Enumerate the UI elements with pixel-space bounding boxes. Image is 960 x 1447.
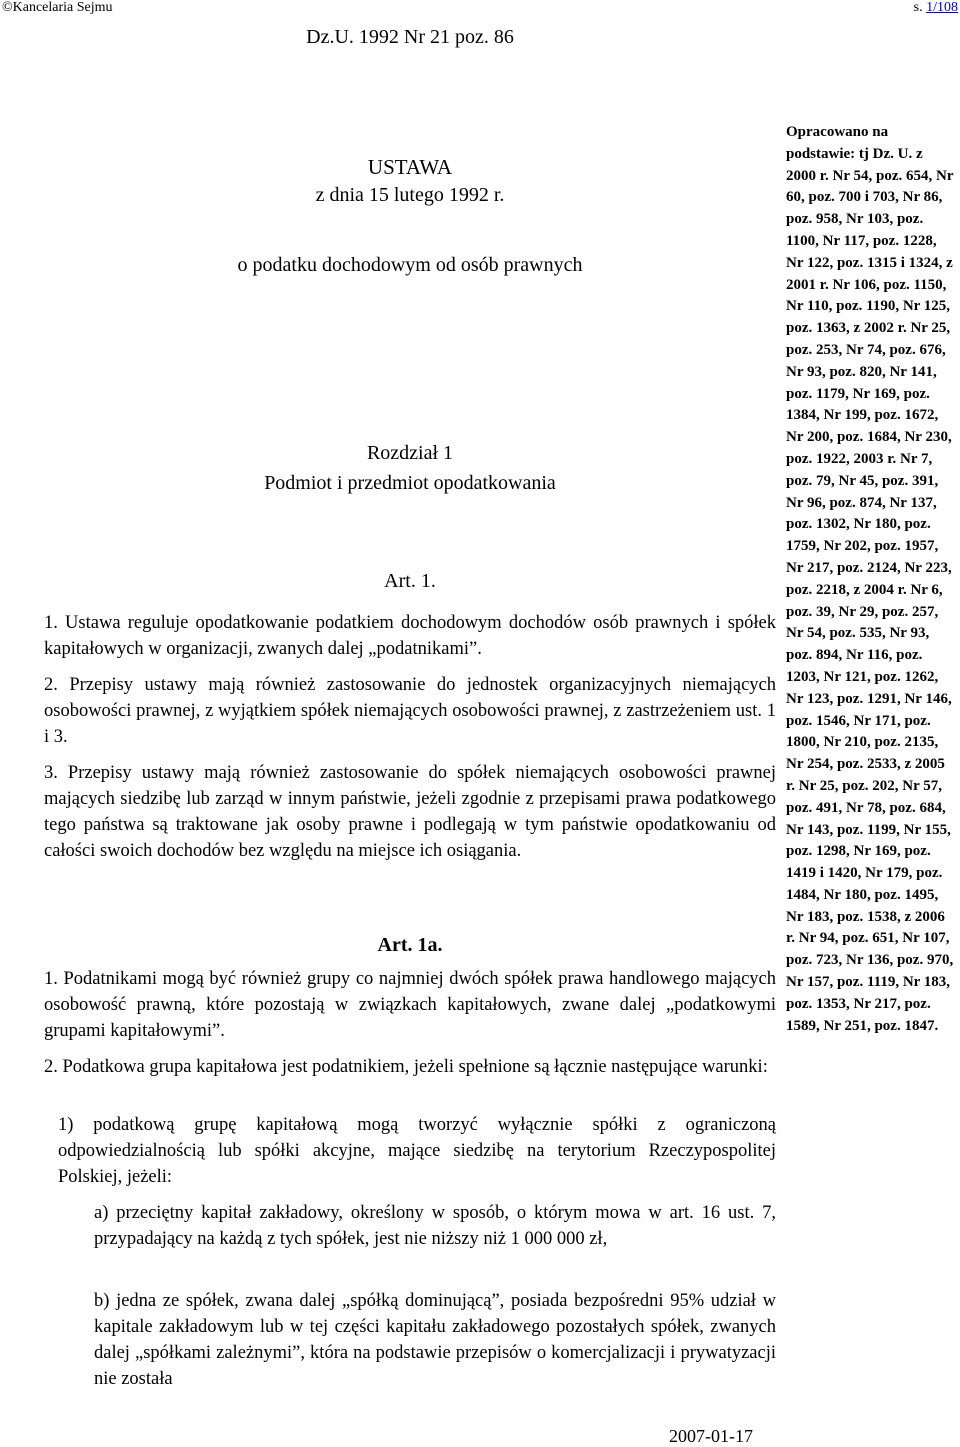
sidenote-sources: Opracowano na podstawie: tj Dz. U. z 2000 r. Nr 54, poz. 654, Nr 60, poz. 700 i 703, Nr 86, poz. 958, Nr 103, poz. 1100, Nr 117, poz. 1228, Nr 122, poz. 1315 i 1324, z 2001 r. Nr 106, poz. 1150, Nr 110, poz. 1190, Nr 125, poz. 1363, z 2002 r. Nr 25, poz. 253, Nr 74, poz. 676, Nr 93, poz. 820, Nr 141, poz. 1179, Nr 169, poz. 1384, Nr 199, poz. 1672, Nr 200, poz. 1684, Nr 230, poz. 1922, 2003 r. Nr 7, poz. 79, Nr 45, poz. 391, Nr 96, poz. 874, Nr 137, poz. 1302, Nr 180, poz. 1759, Nr 202, poz. 1957, Nr 217, poz. 2124, Nr 223, poz. 2218, z 2004 r. Nr 6, poz. 39, Nr 29, poz. 257, Nr 54, poz. 535, Nr 93, poz. 894, Nr 116, poz. 1203, Nr 121, poz. 1262, Nr 123, poz. 1291, Nr 146, poz. 1546, Nr 171, poz. 1800, Nr 210, poz. 2135, Nr 254, poz. 2533, z 2005 r. Nr 25, poz. 202, Nr 57, poz. 491, Nr 78, poz. 684, Nr 143, poz. 1199, Nr 155, poz. 1298, Nr 169, poz. 1419 i 1420, Nr 179, poz. 1484, Nr 180, poz. 1495, Nr 183, poz. 1538, z 2006 r. Nr 94, poz. 651, Nr 107, poz. 723, Nr 136, poz. 970, Nr 157, poz. 1119, Nr 183, poz. 1353, Nr 217, poz. 1589, Nr 251, poz. 1847.	[786, 124, 954, 1034]
chapter-title: Podmiot i przedmiot opodatkowania	[264, 472, 556, 494]
footer-date: 2007-01-17	[669, 1426, 753, 1446]
art1a-heading: Art. 1a.	[377, 934, 443, 956]
art1a-item-1: 1) podatkową grupę kapitałową mogą tworzyć wyłącznie spółki z ograniczoną odpowiedzialnością lub spółki akcyjne, mające siedzibę na terytorium Rzeczypospolitej Polskiej, jeżeli:	[58, 1115, 776, 1187]
art1-para-2: 2. Przepisy ustawy mają również zastosowanie do jednostek organizacyjnych niemających osobowości prawnej, z wyjątkiem spółek niemających osobowości prawnej, z zastrzeżeniem ust. 1 i 3.	[44, 675, 776, 747]
header-copyright: ©Kancelaria Sejmu	[2, 0, 113, 15]
art1-heading: Art. 1.	[384, 570, 436, 592]
act-subject: o podatku dochodowym od osób prawnych	[237, 254, 583, 276]
art1-para-3: 3. Przepisy ustawy mają również zastosowanie do spółek niemających osobowości prawnej mających siedzibę lub zarząd w innym państwie, jeżeli zgodnie z przepisami prawa podatkowego tego państwa są traktowane jak osoby prawne i podlegają w tym państwie opodatkowaniu od całości swoich dochodów bez względu na miejsce ich osiągania.	[44, 763, 776, 861]
art1a-para-2: 2. Podatkowa grupa kapitałowa jest podatnikiem, jeżeli spełnione są łącznie następujące warunki:	[44, 1057, 768, 1077]
art1a-item-1a: a) przeciętny kapitał zakładowy, określony w sposób, o którym mowa w art. 16 ust. 7, przypadający na każdą z tych spółek, jest nie niższy niż 1 000 000 zł,	[94, 1203, 776, 1249]
journal-reference: Dz.U. 1992 Nr 21 poz. 86	[306, 26, 514, 48]
art1-para-1: 1. Ustawa reguluje opodatkowanie podatkiem dochodowym dochodów osób prawnych i spółek kapitałowych w organizacji, zwanych dalej „podatnikami”.	[44, 613, 776, 659]
art1a-para-1: 1. Podatnikami mogą być również grupy co najmniej dwóch spółek prawa handlowego mających osobowość prawną, które pozostają w związkach kapitałowych, zwane dalej „podatkowymi grupami kapitałowymi”.	[44, 969, 776, 1041]
act-type: USTAWA	[367, 155, 453, 179]
act-date: z dnia 15 lutego 1992 r.	[315, 184, 505, 206]
header-page-indicator	[914, 0, 958, 16]
chapter-number: Rozdział 1	[366, 442, 454, 464]
page-number-link[interactable]: 1/108	[926, 0, 958, 15]
page-prefix: s.	[913, 0, 927, 15]
art1a-item-1b: b) jedna ze spółek, zwana dalej „spółką dominującą”, posiada bezpośredni 95% udział w kapitale zakładowym lub w tej części kapitału zakładowego pozostałych spółek, zwanych dalej „spółkami zależnymi”, która na podstawie przepisów o komercjalizacji i prywatyzacji nie została	[94, 1291, 776, 1389]
